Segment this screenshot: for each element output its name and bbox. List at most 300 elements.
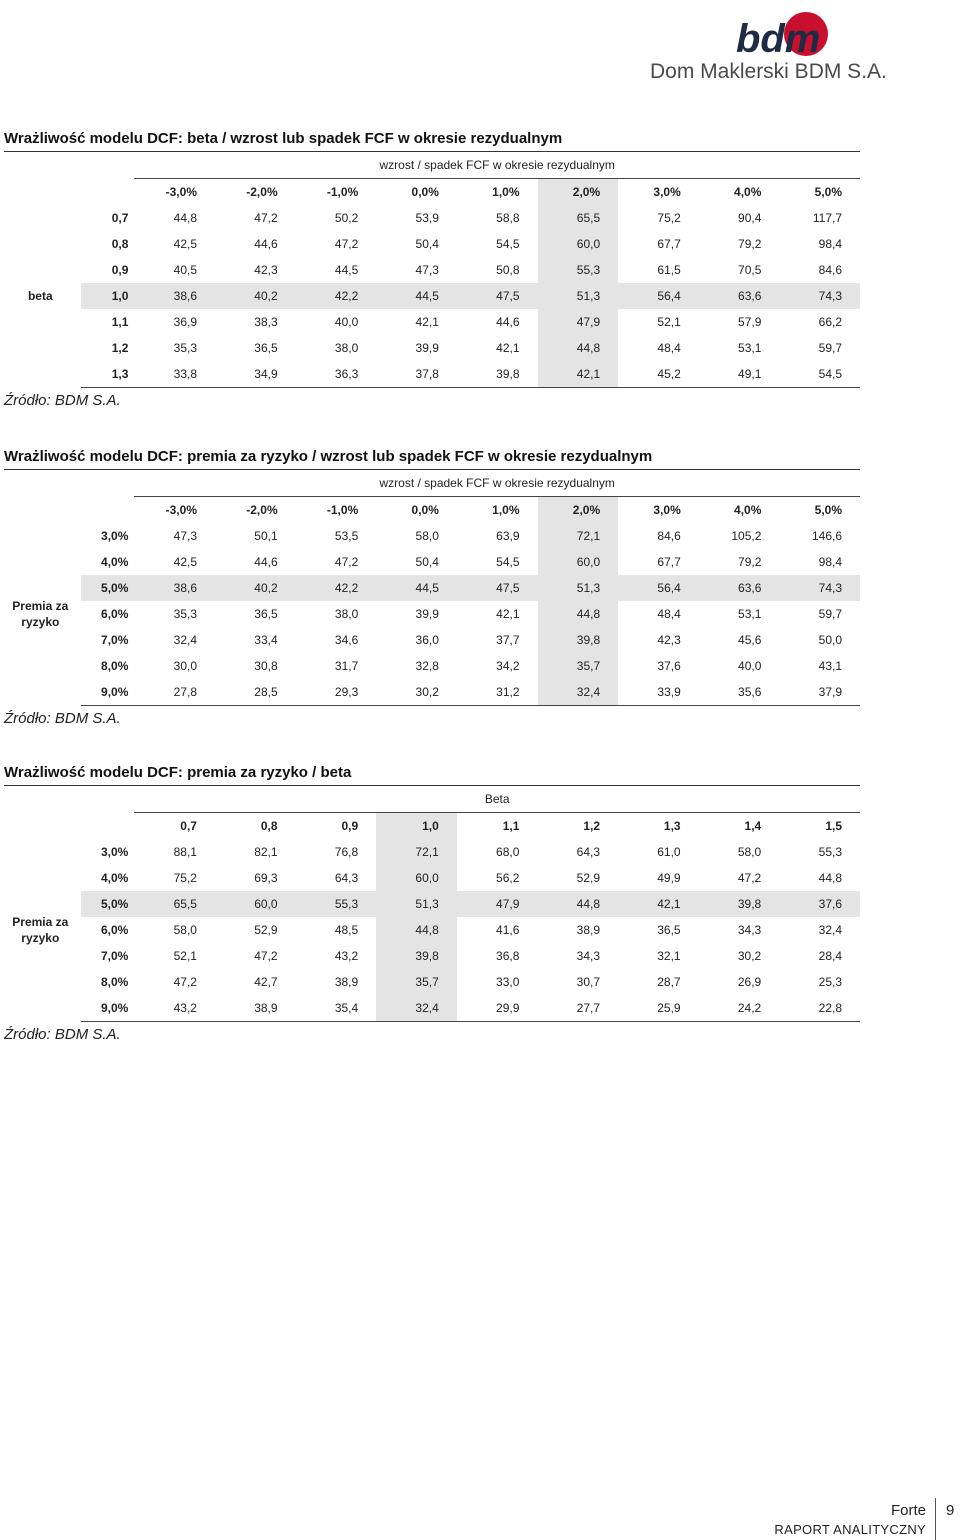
- column-header: 1,2: [537, 813, 618, 840]
- value-cell: 34,3: [737, 923, 762, 937]
- table-row: [0, 995, 860, 1022]
- value-cell: 30,8: [254, 659, 278, 673]
- table-row: [0, 575, 860, 601]
- value-cell: 39,8: [699, 891, 780, 917]
- value-cell: 44,5: [376, 575, 457, 601]
- value-cell: 105,2: [731, 529, 762, 543]
- value-cell: 58,8: [496, 211, 520, 225]
- value-cell: 49,9: [657, 871, 681, 885]
- value-cell: 44,6: [496, 315, 520, 329]
- value-cell: 59,7: [818, 341, 842, 355]
- column-header-row: [0, 497, 860, 524]
- value-cell: 40,0: [334, 315, 359, 329]
- value-cell: 47,3: [415, 263, 439, 277]
- column-header: 0,8: [215, 813, 296, 840]
- value-cell: 63,9: [496, 529, 520, 543]
- value-cell: 61,0: [657, 845, 681, 859]
- column-header: 3,0%: [618, 497, 699, 524]
- table-row: [0, 627, 860, 653]
- table-row: [0, 549, 860, 575]
- value-cell: 57,9: [738, 315, 762, 329]
- value-cell: 36,8: [496, 949, 520, 963]
- column-header: -1,0%: [296, 179, 377, 206]
- value-cell: 54,5: [779, 361, 860, 388]
- value-cell: 67,7: [657, 555, 681, 569]
- blank-cell: [0, 470, 134, 497]
- column-header-row: [0, 813, 860, 840]
- value-cell: 67,7: [657, 237, 681, 251]
- value-cell: 39,9: [415, 607, 439, 621]
- source-note: Źródło: BDM S.A.: [4, 392, 121, 409]
- row-label: 3,0%: [100, 845, 129, 859]
- section-title: Wrażliwość modelu DCF: premia za ryzyko / wzrost lub spadek FCF w okresie rezydualnym: [4, 448, 860, 470]
- value-cell: 88,1: [173, 845, 197, 859]
- value-cell: 61,5: [657, 263, 681, 277]
- value-cell: 35,7: [538, 653, 619, 679]
- value-cell: 50,2: [334, 211, 359, 225]
- value-cell: 34,6: [334, 633, 359, 647]
- value-cell: 42,2: [296, 283, 377, 309]
- value-cell: 42,3: [657, 633, 681, 647]
- table-row: [0, 917, 860, 943]
- column-header: 1,4: [699, 813, 780, 840]
- value-cell: 47,2: [737, 871, 762, 885]
- column-header: 1,5: [779, 813, 860, 840]
- row-group-label-line1: Premia za: [12, 599, 69, 614]
- column-header: 1,0%: [457, 179, 538, 206]
- value-cell: 35,6: [699, 679, 780, 706]
- column-header: -1,0%: [296, 497, 377, 524]
- row-label: 6,0%: [100, 923, 129, 937]
- logo-letters: bdm: [736, 17, 821, 61]
- value-cell: 38,9: [334, 975, 359, 989]
- value-cell: 31,2: [457, 679, 538, 706]
- page-number: 9: [946, 1502, 955, 1519]
- value-cell: 36,9: [173, 315, 197, 329]
- value-cell: 40,5: [173, 263, 197, 277]
- sensitivity-section-premium-fcf: [0, 448, 860, 733]
- value-cell: 79,2: [738, 237, 762, 251]
- column-header: 1,3: [618, 813, 699, 840]
- value-cell: 38,9: [215, 995, 296, 1022]
- value-cell: 41,6: [496, 923, 520, 937]
- value-cell: 37,7: [496, 633, 520, 647]
- sensitivity-table: [0, 470, 860, 706]
- value-cell: 35,3: [173, 341, 197, 355]
- table-row: [0, 257, 860, 283]
- sensitivity-table: [0, 786, 860, 1022]
- table-row: [0, 231, 860, 257]
- value-cell: 74,3: [779, 575, 860, 601]
- source-note: Źródło: BDM S.A.: [4, 710, 121, 727]
- value-cell: 39,8: [457, 361, 538, 388]
- value-cell: 48,4: [657, 607, 681, 621]
- blank-cell: [0, 497, 134, 524]
- value-cell: 72,1: [538, 523, 619, 549]
- value-cell: 59,7: [818, 607, 842, 621]
- value-cell: 47,5: [457, 575, 538, 601]
- table-row: [0, 891, 860, 917]
- value-cell: 32,8: [415, 659, 439, 673]
- row-group-label: [0, 205, 81, 388]
- value-cell: 98,4: [818, 555, 842, 569]
- value-cell: 45,2: [618, 361, 699, 388]
- value-cell: 60,0: [376, 865, 457, 891]
- value-cell: 27,8: [134, 679, 215, 706]
- value-cell: 34,2: [496, 659, 520, 673]
- section-title: Wrażliwość modelu DCF: beta / wzrost lub spadek FCF w okresie rezydualnym: [4, 130, 860, 152]
- row-label: 5,0%: [81, 891, 135, 917]
- footer-report-type: RAPORT ANALITYCZNY: [774, 1522, 926, 1537]
- footer-brand: Forte: [890, 1502, 926, 1519]
- value-cell: 64,3: [576, 845, 600, 859]
- value-cell: 68,0: [496, 845, 520, 859]
- column-header: 3,0%: [618, 179, 699, 206]
- value-cell: 50,4: [415, 237, 439, 251]
- value-cell: 37,6: [657, 659, 681, 673]
- value-cell: 38,6: [134, 575, 215, 601]
- column-header-row: [0, 179, 860, 206]
- value-cell: 69,3: [254, 871, 278, 885]
- value-cell: 37,9: [779, 679, 860, 706]
- page-footer: [760, 1498, 960, 1540]
- table-row: [0, 653, 860, 679]
- value-cell: 50,1: [254, 529, 278, 543]
- value-cell: 36,5: [657, 923, 681, 937]
- value-cell: 65,5: [538, 205, 619, 231]
- row-group-label-line1: Premia za: [12, 915, 69, 930]
- value-cell: 74,3: [779, 283, 860, 309]
- value-cell: 65,5: [134, 891, 215, 917]
- value-cell: 44,6: [254, 555, 278, 569]
- column-group-label: wzrost / spadek FCF w okresie rezydualnym: [379, 476, 615, 490]
- value-cell: 40,2: [215, 575, 296, 601]
- value-cell: 98,4: [818, 237, 842, 251]
- value-cell: 28,5: [215, 679, 296, 706]
- value-cell: 26,9: [737, 975, 762, 989]
- value-cell: 72,1: [376, 839, 457, 865]
- row-label: 9,0%: [81, 679, 135, 706]
- value-cell: 54,5: [496, 237, 520, 251]
- row-group-label: [0, 523, 81, 706]
- value-cell: 47,3: [173, 529, 197, 543]
- footer-divider: [935, 1498, 936, 1540]
- column-header: 5,0%: [779, 179, 860, 206]
- value-cell: 55,3: [818, 845, 842, 859]
- value-cell: 63,6: [699, 575, 780, 601]
- value-cell: 30,2: [737, 949, 762, 963]
- value-cell: 42,5: [173, 237, 197, 251]
- value-cell: 38,3: [254, 315, 278, 329]
- value-cell: 42,1: [415, 315, 439, 329]
- table-row: [0, 839, 860, 865]
- row-label: 0,8: [111, 237, 129, 251]
- value-cell: 25,9: [618, 995, 699, 1022]
- value-cell: 50,0: [818, 633, 842, 647]
- value-cell: 33,9: [618, 679, 699, 706]
- row-label: 1,3: [81, 361, 135, 388]
- value-cell: 58,0: [737, 845, 762, 859]
- value-cell: 47,2: [173, 975, 197, 989]
- value-cell: 43,1: [818, 659, 842, 673]
- row-label: 4,0%: [100, 871, 129, 885]
- value-cell: 45,6: [738, 633, 762, 647]
- value-cell: 63,6: [699, 283, 780, 309]
- table-row: [0, 865, 860, 891]
- group-header-row: [0, 786, 860, 813]
- row-group-label: [0, 839, 81, 1022]
- value-cell: 42,1: [496, 341, 520, 355]
- row-label: 9,0%: [81, 995, 135, 1022]
- value-cell: 33,4: [254, 633, 278, 647]
- value-cell: 29,9: [457, 995, 538, 1022]
- value-cell: 34,9: [215, 361, 296, 388]
- column-header: 0,0%: [376, 179, 457, 206]
- value-cell: 38,0: [334, 607, 359, 621]
- column-header: 1,1: [457, 813, 538, 840]
- value-cell: 47,2: [334, 237, 359, 251]
- value-cell: 53,5: [334, 529, 359, 543]
- row-label: 3,0%: [101, 529, 129, 543]
- value-cell: 35,3: [173, 607, 197, 621]
- table-row: [0, 309, 860, 335]
- row-label: 4,0%: [101, 555, 129, 569]
- value-cell: 47,2: [254, 211, 278, 225]
- section-title: Wrażliwość modelu DCF: premia za ryzyko / beta: [4, 764, 860, 786]
- column-group-label: wzrost / spadek FCF w okresie rezydualnym: [379, 158, 615, 172]
- value-cell: 33,8: [134, 361, 215, 388]
- row-label: 7,0%: [101, 633, 129, 647]
- value-cell: 38,0: [334, 341, 359, 355]
- value-cell: 32,1: [657, 949, 681, 963]
- value-cell: 90,4: [738, 211, 762, 225]
- column-header: 2,0%: [538, 497, 619, 524]
- column-header: 0,9: [296, 813, 377, 840]
- row-group-label-line2: ryzyko: [21, 931, 60, 946]
- value-cell: 43,2: [334, 949, 359, 963]
- company-name: Dom Maklerski BDM S.A.: [650, 60, 887, 83]
- value-cell: 60,0: [538, 549, 619, 575]
- value-cell: 28,4: [818, 949, 842, 963]
- column-header: 0,0%: [376, 497, 457, 524]
- column-header: 4,0%: [699, 179, 780, 206]
- row-label: 1,1: [111, 315, 129, 329]
- bdm-logo-icon: [734, 8, 830, 62]
- blank-cell: [0, 152, 134, 179]
- value-cell: 55,3: [296, 891, 377, 917]
- value-cell: 27,7: [537, 995, 618, 1022]
- value-cell: 53,1: [738, 341, 762, 355]
- value-cell: 58,0: [173, 923, 197, 937]
- table-row: [0, 679, 860, 706]
- column-header: -2,0%: [215, 497, 296, 524]
- value-cell: 44,8: [538, 335, 619, 361]
- value-cell: 32,4: [173, 633, 197, 647]
- value-cell: 44,8: [537, 891, 618, 917]
- value-cell: 32,4: [376, 995, 457, 1022]
- value-cell: 42,3: [254, 263, 278, 277]
- value-cell: 84,6: [818, 263, 842, 277]
- value-cell: 82,1: [254, 845, 278, 859]
- value-cell: 49,1: [699, 361, 780, 388]
- value-cell: 50,8: [496, 263, 520, 277]
- value-cell: 38,6: [134, 283, 215, 309]
- column-header: 5,0%: [779, 497, 860, 524]
- column-header: 1,0: [376, 813, 457, 840]
- company-logo: [650, 8, 910, 88]
- column-header: 2,0%: [538, 179, 619, 206]
- column-header: 4,0%: [699, 497, 780, 524]
- table-row: [0, 969, 860, 995]
- value-cell: 39,8: [376, 943, 457, 969]
- value-cell: 42,1: [496, 607, 520, 621]
- value-cell: 36,3: [296, 361, 377, 388]
- value-cell: 32,4: [538, 679, 619, 706]
- row-group-label-line2: ryzyko: [21, 615, 60, 630]
- blank-cell: [0, 813, 134, 840]
- sensitivity-section-beta-fcf: [0, 130, 860, 415]
- value-cell: 75,2: [657, 211, 681, 225]
- value-cell: 84,6: [657, 529, 681, 543]
- value-cell: 47,5: [457, 283, 538, 309]
- value-cell: 79,2: [738, 555, 762, 569]
- table-row: [0, 361, 860, 388]
- row-label: 1,0: [81, 283, 135, 309]
- row-label: 7,0%: [100, 949, 129, 963]
- value-cell: 53,9: [415, 211, 439, 225]
- value-cell: 66,2: [818, 315, 842, 329]
- value-cell: 50,4: [415, 555, 439, 569]
- value-cell: 28,7: [657, 975, 681, 989]
- value-cell: 42,1: [538, 361, 619, 388]
- value-cell: 24,2: [699, 995, 780, 1022]
- table-row: [0, 943, 860, 969]
- value-cell: 42,1: [618, 891, 699, 917]
- value-cell: 40,0: [738, 659, 762, 673]
- value-cell: 36,5: [254, 341, 278, 355]
- value-cell: 44,6: [254, 237, 278, 251]
- value-cell: 53,1: [738, 607, 762, 621]
- value-cell: 44,8: [173, 211, 197, 225]
- value-cell: 42,2: [296, 575, 377, 601]
- value-cell: 37,6: [779, 891, 860, 917]
- value-cell: 51,3: [538, 575, 619, 601]
- table-row: [0, 601, 860, 627]
- row-label: 8,0%: [101, 659, 129, 673]
- row-label: 6,0%: [101, 607, 129, 621]
- value-cell: 56,4: [618, 575, 699, 601]
- table-row: [0, 523, 860, 549]
- value-cell: 55,3: [538, 257, 619, 283]
- column-header: 1,0%: [457, 497, 538, 524]
- value-cell: 75,2: [173, 871, 197, 885]
- value-cell: 47,9: [457, 891, 538, 917]
- value-cell: 35,7: [376, 969, 457, 995]
- value-cell: 47,9: [538, 309, 619, 335]
- group-header-row: [0, 152, 860, 179]
- value-cell: 47,2: [254, 949, 278, 963]
- table-row: [0, 205, 860, 231]
- value-cell: 33,0: [496, 975, 520, 989]
- blank-cell: [0, 179, 134, 206]
- value-cell: 48,4: [657, 341, 681, 355]
- value-cell: 146,6: [811, 529, 842, 543]
- value-cell: 44,8: [818, 871, 842, 885]
- source-note: Źródło: BDM S.A.: [4, 1026, 121, 1043]
- value-cell: 48,5: [334, 923, 359, 937]
- row-label: 1,2: [111, 341, 129, 355]
- value-cell: 60,0: [538, 231, 619, 257]
- value-cell: 36,5: [254, 607, 278, 621]
- value-cell: 32,4: [818, 923, 842, 937]
- value-cell: 42,7: [254, 975, 278, 989]
- value-cell: 43,2: [134, 995, 215, 1022]
- column-header: 0,7: [134, 813, 215, 840]
- value-cell: 38,9: [576, 923, 600, 937]
- value-cell: 54,5: [496, 555, 520, 569]
- value-cell: 44,8: [538, 601, 619, 627]
- row-label: 5,0%: [81, 575, 135, 601]
- value-cell: 36,0: [415, 633, 439, 647]
- value-cell: 51,3: [538, 283, 619, 309]
- row-group-label-text: beta: [27, 289, 53, 304]
- value-cell: 34,3: [576, 949, 600, 963]
- value-cell: 76,8: [334, 845, 359, 859]
- sensitivity-section-premium-beta: [0, 764, 860, 1049]
- value-cell: 42,5: [173, 555, 197, 569]
- column-header: -3,0%: [134, 497, 215, 524]
- value-cell: 51,3: [376, 891, 457, 917]
- value-cell: 30,7: [576, 975, 600, 989]
- value-cell: 30,2: [376, 679, 457, 706]
- value-cell: 52,9: [576, 871, 600, 885]
- table-row: [0, 335, 860, 361]
- value-cell: 60,0: [215, 891, 296, 917]
- value-cell: 52,9: [254, 923, 278, 937]
- value-cell: 56,4: [618, 283, 699, 309]
- value-cell: 58,0: [415, 529, 439, 543]
- sensitivity-table: [0, 152, 860, 388]
- column-header: -2,0%: [215, 179, 296, 206]
- column-header: -3,0%: [134, 179, 215, 206]
- value-cell: 70,5: [738, 263, 762, 277]
- value-cell: 47,2: [334, 555, 359, 569]
- value-cell: 30,0: [173, 659, 197, 673]
- value-cell: 31,7: [334, 659, 359, 673]
- value-cell: 39,8: [538, 627, 619, 653]
- value-cell: 117,7: [812, 211, 842, 225]
- value-cell: 40,2: [215, 283, 296, 309]
- value-cell: 52,1: [657, 315, 681, 329]
- value-cell: 35,4: [296, 995, 377, 1022]
- table-row: [0, 283, 860, 309]
- blank-cell: [0, 786, 134, 813]
- value-cell: 22,8: [779, 995, 860, 1022]
- row-label: 8,0%: [100, 975, 129, 989]
- value-cell: 37,8: [376, 361, 457, 388]
- value-cell: 25,3: [818, 975, 842, 989]
- row-label: 0,9: [111, 263, 129, 277]
- group-header-row: [0, 470, 860, 497]
- value-cell: 44,5: [376, 283, 457, 309]
- row-label: 0,7: [111, 211, 129, 225]
- value-cell: 39,9: [415, 341, 439, 355]
- value-cell: 44,8: [376, 917, 457, 943]
- value-cell: 52,1: [173, 949, 197, 963]
- value-cell: 44,5: [334, 263, 359, 277]
- column-group-label: Beta: [484, 792, 510, 806]
- value-cell: 56,2: [496, 871, 520, 885]
